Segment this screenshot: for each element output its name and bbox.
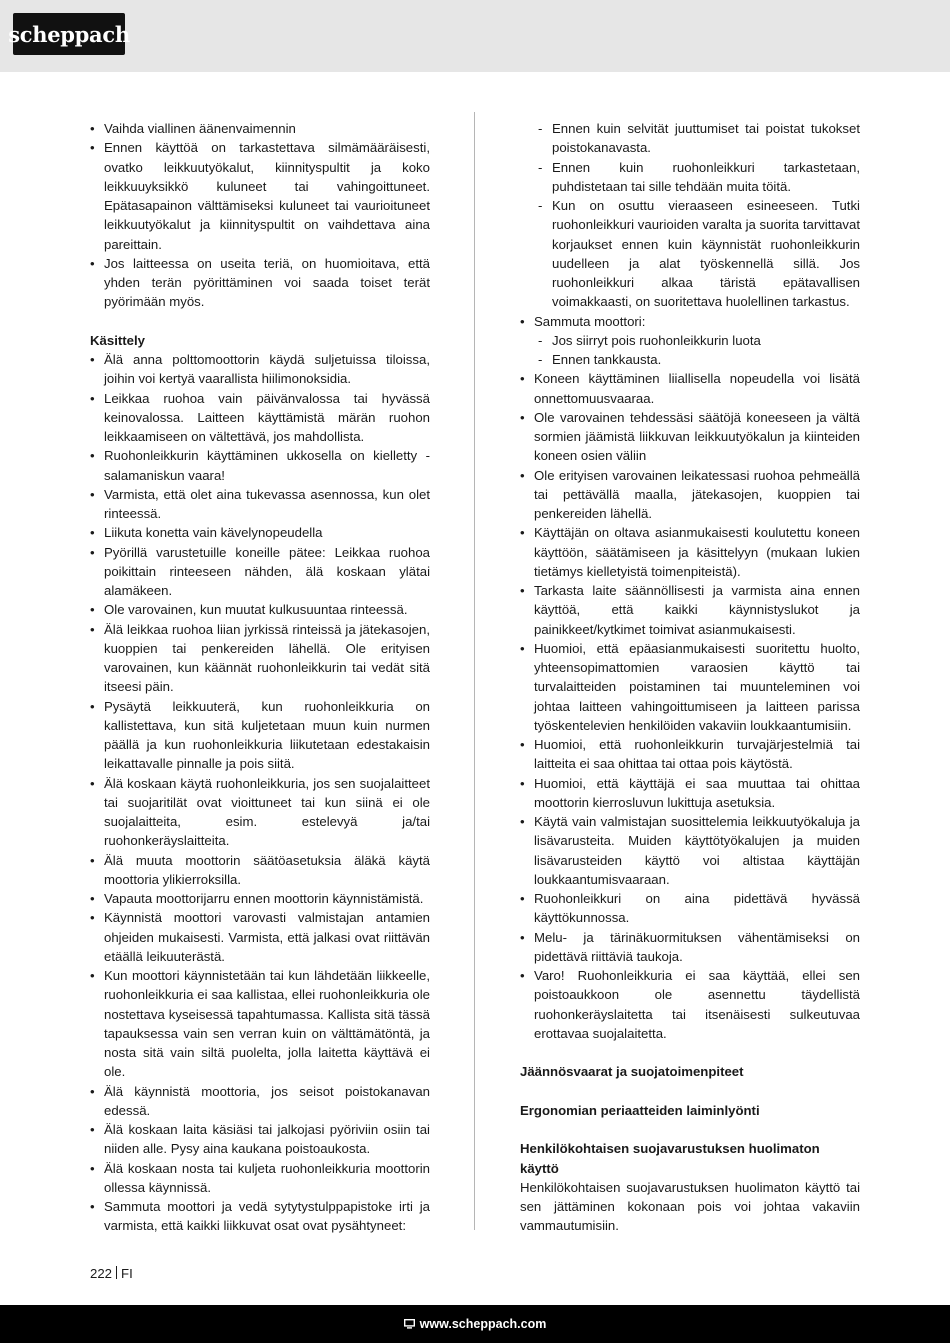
list-item: • Huomioi, että ruohonleikkurin turvajärjestelmiä tai laitteita ei saa ohittaa tai ottaa pois käytöstä. — [520, 735, 860, 774]
list-item: • Älä koskaan käytä ruohonleikkuria, jos sen suojalaitteet tai suojaritilät ovat vioittuneet tai kun siinä ei ole suojalaitteita, esim. estelevyä ja/tai ruohonkeräyslaitteita. — [90, 774, 430, 851]
list-item: • Älä leikkaa ruohoa liian jyrkissä rinteissä ja jätekasojen, kuoppien tai penkereiden lähellä. Ole erityisen varovainen, kun käännät ruohonleikkurin tai vedät sitä itseesi päin. — [90, 620, 430, 697]
list-item: • Jos laitteessa on useita teriä, on huomioitava, että yhden terän pyörittäminen voi saada toiset terät pyörimään myös. — [90, 254, 430, 312]
website-link[interactable]: www.scheppach.com — [419, 1317, 547, 1331]
spacer — [520, 1082, 860, 1101]
spacer — [520, 1120, 860, 1139]
ppe-paragraph: Henkilökohtaisen suojavarustuksen huolimaton käyttö tai sen jättäminen kokonaan pois voi johtaa vakaviin vammautumisiin. — [520, 1179, 860, 1234]
list-item: • Ruohonleikkuri on aina pidettävä hyvässä käyttökunnossa. — [520, 889, 860, 928]
list-item: • Älä käynnistä moottoria, jos seisot poistokanavan edessä. — [90, 1082, 430, 1121]
list-item: • Käyttäjän on oltava asianmukaisesti koulutettu koneen käyttöön, säätämiseen ja käsittelyyn (mukaan lukien tietämys kielletyistä toimenpiteistä). — [520, 523, 860, 581]
list-item: • Älä anna polttomoottorin käydä suljetuissa tiloissa, joihin voi kertyä vaarallista hiilimonoksidia. — [90, 350, 430, 389]
list-item: - Ennen tankkausta. — [520, 350, 860, 369]
section-heading-ergonomics: Ergonomian periaatteiden laiminlyönti — [520, 1102, 760, 1118]
brand-logo: scheppach — [13, 13, 125, 55]
right-column — [520, 119, 860, 1236]
section-heading-ppe: Henkilökohtaisen suojavarustuksen huolimaton käyttö — [520, 1141, 820, 1176]
page-number-value: 222 — [90, 1266, 113, 1281]
dash-list-stop-engine-cases — [520, 331, 860, 370]
monitor-icon — [404, 1319, 415, 1329]
section-heading-handling: Käsittely — [90, 332, 145, 348]
list-item: • Vapauta moottorijarru ennen moottorin käynnistämistä. — [90, 889, 430, 908]
list-item: • Sammuta moottori: — [520, 312, 860, 331]
bullet-list-safety — [520, 369, 860, 1043]
list-item: • Ruohonleikkurin käyttäminen ukkosella on kielletty - salamaniskun vaara! — [90, 446, 430, 485]
bullet-list-intro — [90, 119, 430, 312]
list-item: • Ole erityisen varovainen leikatessasi ruohoa pehmeällä tai pettävällä maalla, jätekasojen, kuoppien tai penkereiden lähellä. — [520, 466, 860, 524]
header-band — [0, 0, 950, 72]
list-item: - Jos siirryt pois ruohonleikkurin luota — [520, 331, 860, 350]
list-item: • Sammuta moottori ja vedä sytytystulppapistoke irti ja varmista, että kaikki liikkuvat osat ovat pysähtyneet: — [90, 1197, 430, 1236]
bullet-list-stop-engine — [520, 312, 860, 331]
page-number-separator — [116, 1266, 117, 1279]
list-item: - Ennen kuin ruohonleikkuri tarkastetaan, puhdistetaan tai sille tehdään muita töitä. — [520, 158, 860, 197]
list-item: • Huomioi, että epäasianmukaisesti suoritettu huolto, yhteensopimattomien varaosien käyttö tai turvalaitteiden poistaminen tai muunteleminen voi johtaa laitteen vahingoittumiseen ja laitteen parissa työskentelevien henkilöiden vakaviin loukkaantumisiin. — [520, 639, 860, 735]
spacer — [520, 1043, 860, 1062]
list-item: • Varmista, että olet aina tukevassa asennossa, kun olet rinteessä. — [90, 485, 430, 524]
page-number — [90, 1266, 133, 1282]
list-item: • Ole varovainen, kun muutat kulkusuuntaa rinteessä. — [90, 600, 430, 619]
list-item: • Älä muuta moottorin säätöasetuksia äläkä käytä moottoria ylikierroksilla. — [90, 851, 430, 890]
bullet-list-handling — [90, 350, 430, 1236]
list-item: • Koneen käyttäminen liiallisella nopeudella voi lisätä onnettomuusvaaraa. — [520, 369, 860, 408]
footer-band — [0, 1305, 950, 1343]
list-item: • Melu- ja tärinäkuormituksen vähentämiseksi on pidettävä riittäviä taukoja. — [520, 928, 860, 967]
list-item: • Käynnistä moottori varovasti valmistajan antamien ohjeiden mukaisesti. Varmista, että jalkasi ovat riittävän etäällä leikuuterästä. — [90, 908, 430, 966]
list-item: • Leikkaa ruohoa vain päivänvalossa tai hyvässä keinovalossa. Laitteen käyttämistä märän ruohon leikkaamiseen on vältettävä, jos mahdollista. — [90, 389, 430, 447]
list-item: • Käytä vain valmistajan suosittelemia leikkuutyökaluja ja lisävarusteita. Muiden käyttötyökalujen ja muiden lisävarusteiden käyttö voi altistaa käyttäjän loukkaantumisvaaraan. — [520, 812, 860, 889]
list-item: • Vaihda viallinen äänenvaimennin — [90, 119, 430, 138]
spacer — [90, 312, 430, 331]
column-divider — [474, 112, 475, 1230]
list-item: • Huomioi, että käyttäjä ei saa muuttaa tai ohittaa moottorin kierrosluvun lukittuja asetuksia. — [520, 774, 860, 813]
dash-list-stop-cases — [520, 119, 860, 312]
list-item: • Ole varovainen tehdessäsi säätöjä koneeseen ja vältä sormien jäämistä liikkuvan leikkuutyökalun ja kiinteiden koneen osien väliin — [520, 408, 860, 466]
list-item: • Kun moottori käynnistetään tai kun lähdetään liikkeelle, ruohonleikkuria ei saa kallistaa, ellei ruohonleikkuria ole nostettava kyseisessä tapahtumassa. Kallista sitä tässä tapauksessa vain sen verran kuin on välttämätöntä, ja nosta sitä vain siltä puolelta, jolla laitetta käyttävä ei ole. — [90, 966, 430, 1082]
list-item: • Älä koskaan nosta tai kuljeta ruohonleikkuria moottorin ollessa käynnissä. — [90, 1159, 430, 1198]
list-item: • Varo! Ruohonleikkuria ei saa käyttää, ellei sen poistoaukkoon ole asennettu täydellistä ruohonkeräyslaitetta tai itsenäisesti sulkeutuvaa erottavaa suojalaitetta. — [520, 966, 860, 1043]
list-item: • Ennen käyttöä on tarkastettava silmämääräisesti, ovatko leikkuutyökalut, kiinnityspultit ja koko leikkuuyksikkö kuluneet tai vahingoittuneet. Epätasapainon välttämiseksi kuluneet tai vaurioituneet leikkuutyökalut ja kiinnityspultit on vaihdettava aina pareittain. — [90, 138, 430, 254]
section-heading-residual-risks: Jäännösvaarat ja suojatoimenpiteet — [520, 1064, 744, 1080]
list-item: • Liikuta konetta vain kävelynopeudella — [90, 523, 430, 542]
language-code: FI — [121, 1266, 133, 1281]
left-column — [90, 119, 430, 1236]
list-item: • Pysäytä leikkuuterä, kun ruohonleikkuria on kallistettava, kun sitä kuljetetaan muun kuin nurmen päällä ja kun ruohonleikkuria liikutetaan edestakaisin leikattavalle pinnalle ja pois siitä. — [90, 697, 430, 774]
list-item: • Tarkasta laite säännöllisesti ja varmista aina ennen käyttöä, että kaikki käynnistyslukot ja painikkeet/kytkimet toimivat asianmukaisesti. — [520, 581, 860, 639]
list-item: • Älä koskaan laita käsiäsi tai jalkojasi pyöriviin osiin tai niiden alle. Pysy aina kaukana poistoaukosta. — [90, 1120, 430, 1159]
list-item: - Kun on osuttu vieraaseen esineeseen. Tutki ruohonleikkuri vaurioiden varalta ja suorita tarvittavat korjaukset ennen kuin käynnistät ruohonleikkurin uudelleen ja alat työskennellä sillä. Jos ruohonleikkuri alkaa täristä epätavallisen voimakkaasti, on suoritettava huolellinen tarkastus. — [520, 196, 860, 312]
list-item: • Pyörillä varustetuille koneille pätee: Leikkaa ruohoa poikittain rinteeseen nähden, älä koskaan ylätai alamäkeen. — [90, 543, 430, 601]
list-item: - Ennen kuin selvität juuttumiset tai poistat tukokset poistokanavasta. — [520, 119, 860, 158]
